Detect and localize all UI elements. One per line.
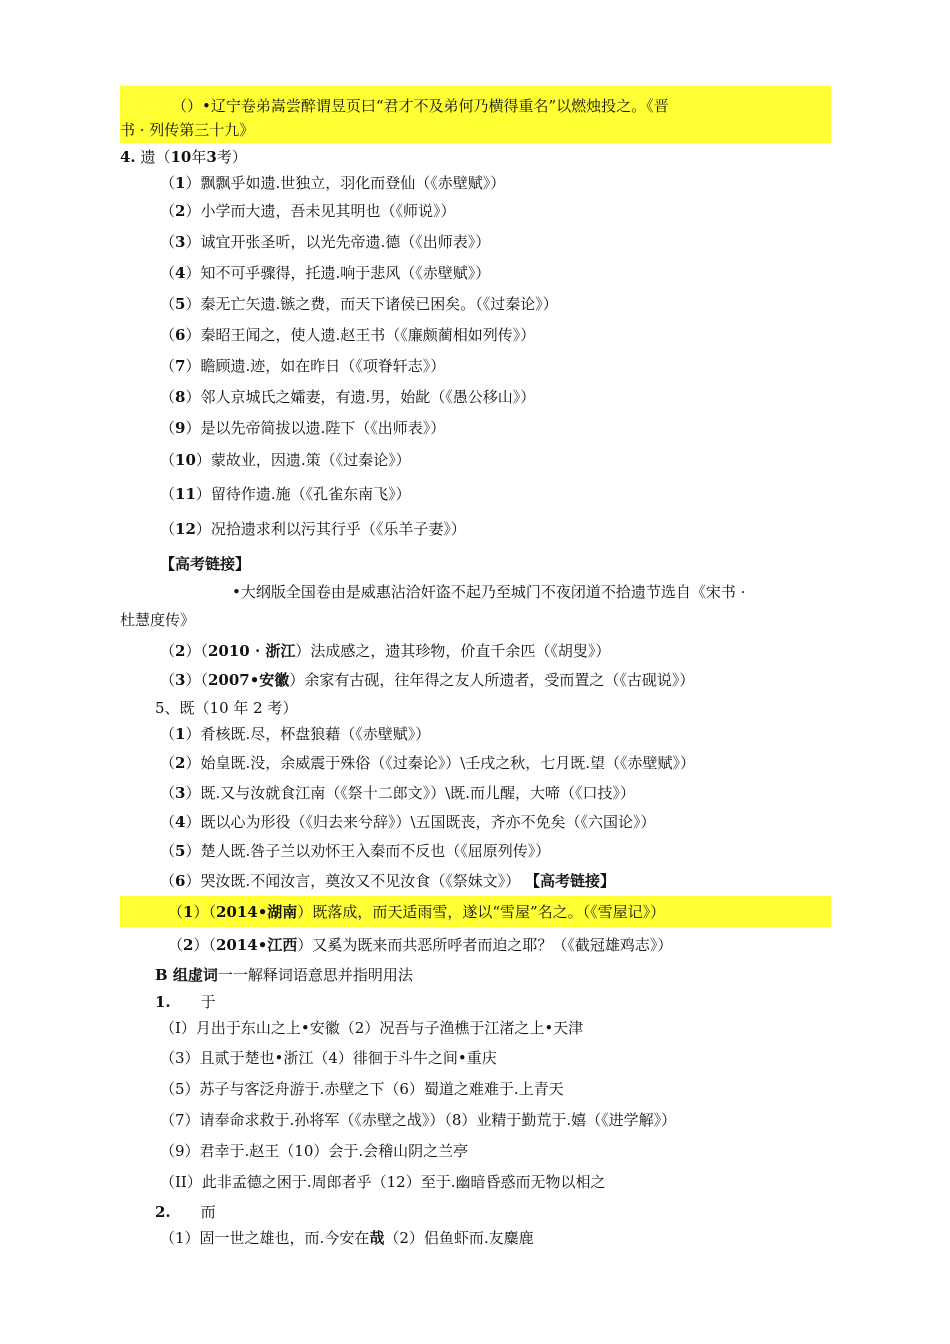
section4-link1-line2: 杜慧度传》 xyxy=(120,611,196,629)
yu-heading: 1. 于 xyxy=(155,993,216,1011)
section5-heading: 5、既（10 年 2 考） xyxy=(155,699,298,717)
section4-note-mid: 年 xyxy=(191,148,207,166)
section4-link2: （2）（2010 · 浙江）法成感之，遗其珍物，价直千余匹（《胡叟》） xyxy=(160,642,611,660)
yu-line-5: （9）君幸于.赵王（10）会于.会稽山阴之兰亭 xyxy=(160,1142,469,1160)
list-item: （4）既以心为形役（《归去来兮辞》）\五国既丧，齐亦不免矣（《六国论》） xyxy=(160,813,656,831)
list-item: （8）邻人京城氏之孀妻，有遗.男，始龀（《愚公移山》） xyxy=(160,388,536,406)
list-item: （12）况拾遗求利以污其行乎（《乐羊子妻》） xyxy=(160,520,466,538)
yu-line-3: （5）苏子与客泛舟游于.赤壁之下（6）蜀道之难难于.上青天 xyxy=(160,1080,564,1098)
yu-line-1: （I）月出于东山之上•安徽（2）况吾与子渔樵于江渚之上•天津 xyxy=(160,1019,584,1037)
list-item: （7）瞻顾遗.迹，如在昨日（《项脊轩志》） xyxy=(160,357,446,375)
list-item: （3）既.又与汝就食江南（《祭十二郎文》）\既.而儿醒，大啼（《口技》） xyxy=(160,784,636,802)
list-item: （11）留待作遗.施（《孔雀东南飞》） xyxy=(160,485,411,503)
top-highlight-line-2: 书 · 列传第三十九》 xyxy=(120,121,255,139)
top-highlight-line-1: （）•辽宁卷弟嵩尝醉谓昱页曰“君才不及弟何乃横得重名”以燃烛投之。《晋 xyxy=(172,97,669,115)
section4-note-close: 考） xyxy=(216,148,247,166)
section4-link-title: 【高考链接】 xyxy=(160,555,251,573)
list-item: （6）秦昭王闻之，使人遗.赵王书（《廉颇蔺相如列传》） xyxy=(160,326,536,344)
list-item: （2）始皇既.没，余威震于殊俗（《过秦论》）\壬戌之秋，七月既.望（《赤壁赋》） xyxy=(160,754,696,772)
list-item: （3）诚宜开张圣听，以光先帝遗.德（《出师表》） xyxy=(160,233,491,251)
section5-link-title: 【高考链接】 xyxy=(525,872,616,890)
section4-heading xyxy=(120,146,247,168)
sectionB-heading: B 组虚词一一解释词语意思并指明用法 xyxy=(155,966,413,984)
er-heading: 2. 而 xyxy=(155,1203,216,1221)
list-item: （4）知不可乎骤得，托遗.响于悲风（《赤壁赋》） xyxy=(160,264,491,282)
section4-note-num: 10 xyxy=(170,148,192,166)
section4-link3: （3）（2007•安徽）余家有古砚，往年得之友人所遗者，受而置之（《古砚说》） xyxy=(160,671,695,689)
list-item: （2）小学而大遗，吾未见其明也（《师说》） xyxy=(160,202,456,220)
yu-line-2: （3）且贰于楚也•浙江（4）徘徊于斗牛之间•重庆 xyxy=(160,1049,497,1067)
section5-item2: （2）（2014•江西）又奚为既来而共恶所呼者而迫之耶？（《截冠雄鸡志》） xyxy=(168,936,673,954)
section4-char: 遗 xyxy=(140,148,156,166)
list-item: （10）蒙故业，因遗.策（《过秦论》） xyxy=(160,451,411,469)
list-item: （5）楚人既.咎子兰以劝怀王入秦而不反也（《屈原列传》） xyxy=(160,842,551,860)
list-item: （6）哭汝既.不闻汝言，奠汝又不见汝食（《祭妹文》） 【高考链接】 xyxy=(160,872,616,890)
list-item: （5）秦无亡矢遗.镞之费，而天下诸侯已困矣。（《过秦论》） xyxy=(160,295,558,313)
yu-line-4: （7）请奉命求救于.孙将军（《赤壁之战》）（8）业精于勤荒于.嬉（《进学解》） xyxy=(160,1111,677,1129)
section5-highlight-item: （1）（2014•湖南）既落成，而天适雨雪，遂以“雪屋”名之。（《雪屋记》） xyxy=(168,903,666,921)
er-line-1: （1）固一世之雄也，而.今安在哉（2）侣鱼虾而.友麋鹿 xyxy=(160,1229,534,1247)
list-item: （1）肴核既.尽，杯盘狼藉（《赤壁赋》） xyxy=(160,725,431,743)
yu-line-6: （II）此非孟德之困于.周郎者乎（12）至于.幽暗昏惑而无物以相之 xyxy=(160,1173,606,1191)
section4-link1-line1: •大纲版全国卷由是威惠沾洽奸盗不起乃至城门不夜闭道不拾遗节选自《宋书 · xyxy=(232,583,746,601)
list-item: （9）是以先帝简拔以遗.陛下（《出师表》） xyxy=(160,419,446,437)
list-item: （1）飘飘乎如遗.世独立，羽化而登仙（《赤壁赋》） xyxy=(160,174,506,192)
section4-num: 4. xyxy=(120,148,136,166)
section4-note-open: （ xyxy=(155,148,171,166)
section4-note-num2: 3 xyxy=(206,148,217,166)
